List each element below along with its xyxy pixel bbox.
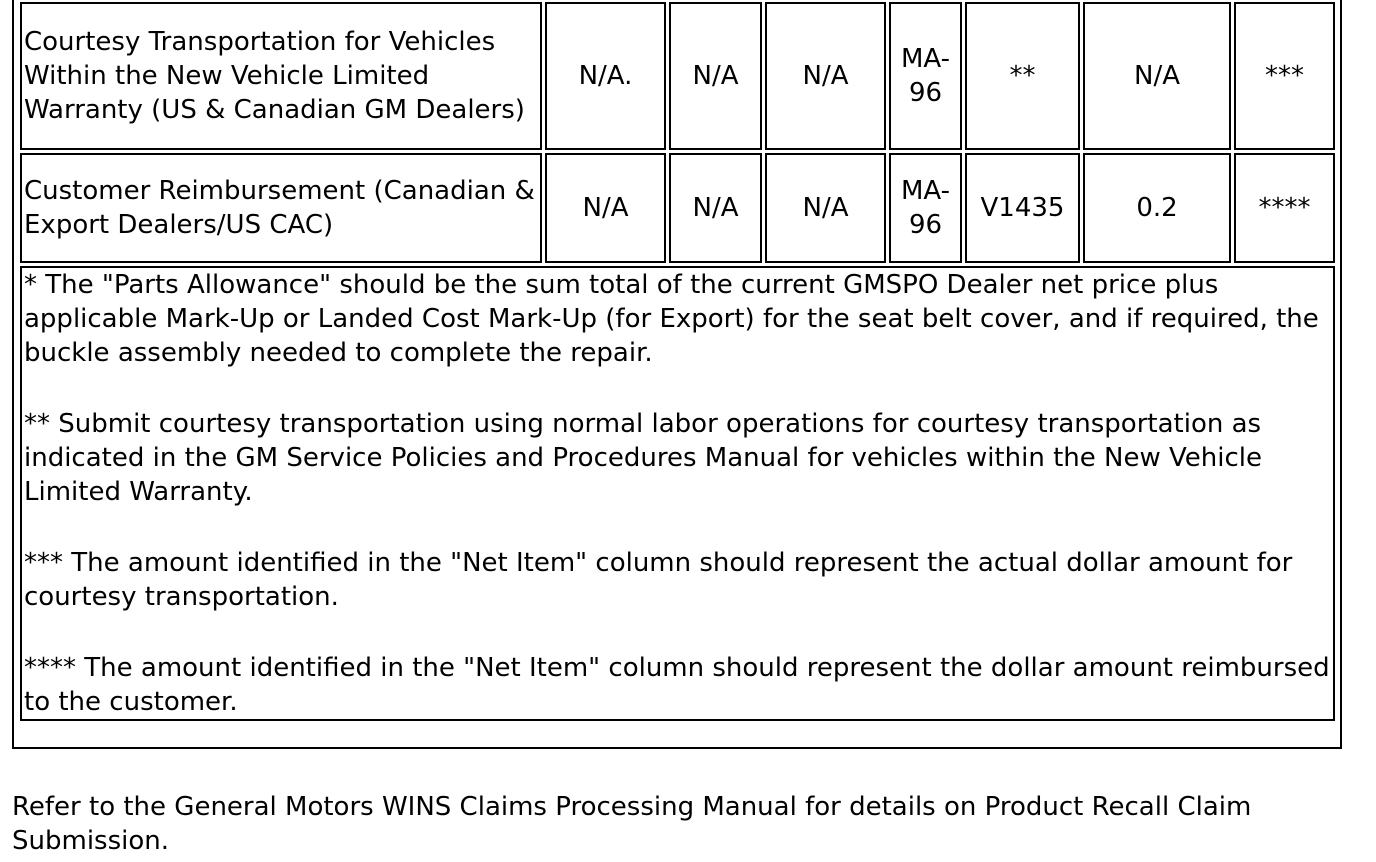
claims-table: [17, 0, 1338, 724]
footer-text: Refer to the General Motors WINS Claims Processing Manual for details on Product Recall Claim Submission.: [12, 792, 1252, 856]
table-cell: N/A: [765, 153, 886, 263]
claims-table-frame: [12, 0, 1342, 749]
table-cell: N/A: [545, 153, 666, 263]
table-cell: N/A.: [545, 2, 666, 150]
table-row: [20, 153, 1335, 263]
note-net-item-courtesy: *** The amount identified in the "Net Item" column should represent the actual dollar amount for courtesy transportation.: [24, 548, 1293, 612]
notes-cell: [20, 266, 1335, 721]
table-cell: 0.2: [1083, 153, 1231, 263]
table-cell: ***: [1234, 2, 1335, 150]
row-description: Courtesy Transportation for Vehicles Within the New Vehicle Limited Warranty (US & Canadian GM Dealers): [20, 2, 542, 150]
table-cell: **: [965, 2, 1080, 150]
table-cell: MA-96: [889, 2, 962, 150]
table-cell: N/A: [669, 2, 762, 150]
table-cell: MA-96: [889, 153, 962, 263]
note-courtesy-transportation: ** Submit courtesy transportation using normal labor operations for courtesy transportation as indicated in the GM Service Policies and Procedures Manual for vehicles within the New Vehicle Limited Warranty.: [24, 409, 1262, 507]
table-cell: N/A: [765, 2, 886, 150]
note-parts-allowance: * The "Parts Allowance" should be the sum total of the current GMSPO Dealer net price plus applicable Mark-Up or Landed Cost Mark-Up (for Export) for the seat belt cover, and if required, the buckle assembly needed to complete the repair.: [24, 270, 1319, 368]
row-description: Customer Reimbursement (Canadian & Export Dealers/US CAC): [20, 153, 542, 263]
note-net-item-reimbursement: **** The amount identified in the "Net Item" column should represent the dollar amount reimbursed to the customer.: [24, 653, 1330, 717]
table-cell: ****: [1234, 153, 1335, 263]
table-row: [20, 2, 1335, 150]
table-cell: N/A: [1083, 2, 1231, 150]
notes-row: [20, 266, 1335, 721]
table-cell: N/A: [669, 153, 762, 263]
table-cell: V1435: [965, 153, 1080, 263]
